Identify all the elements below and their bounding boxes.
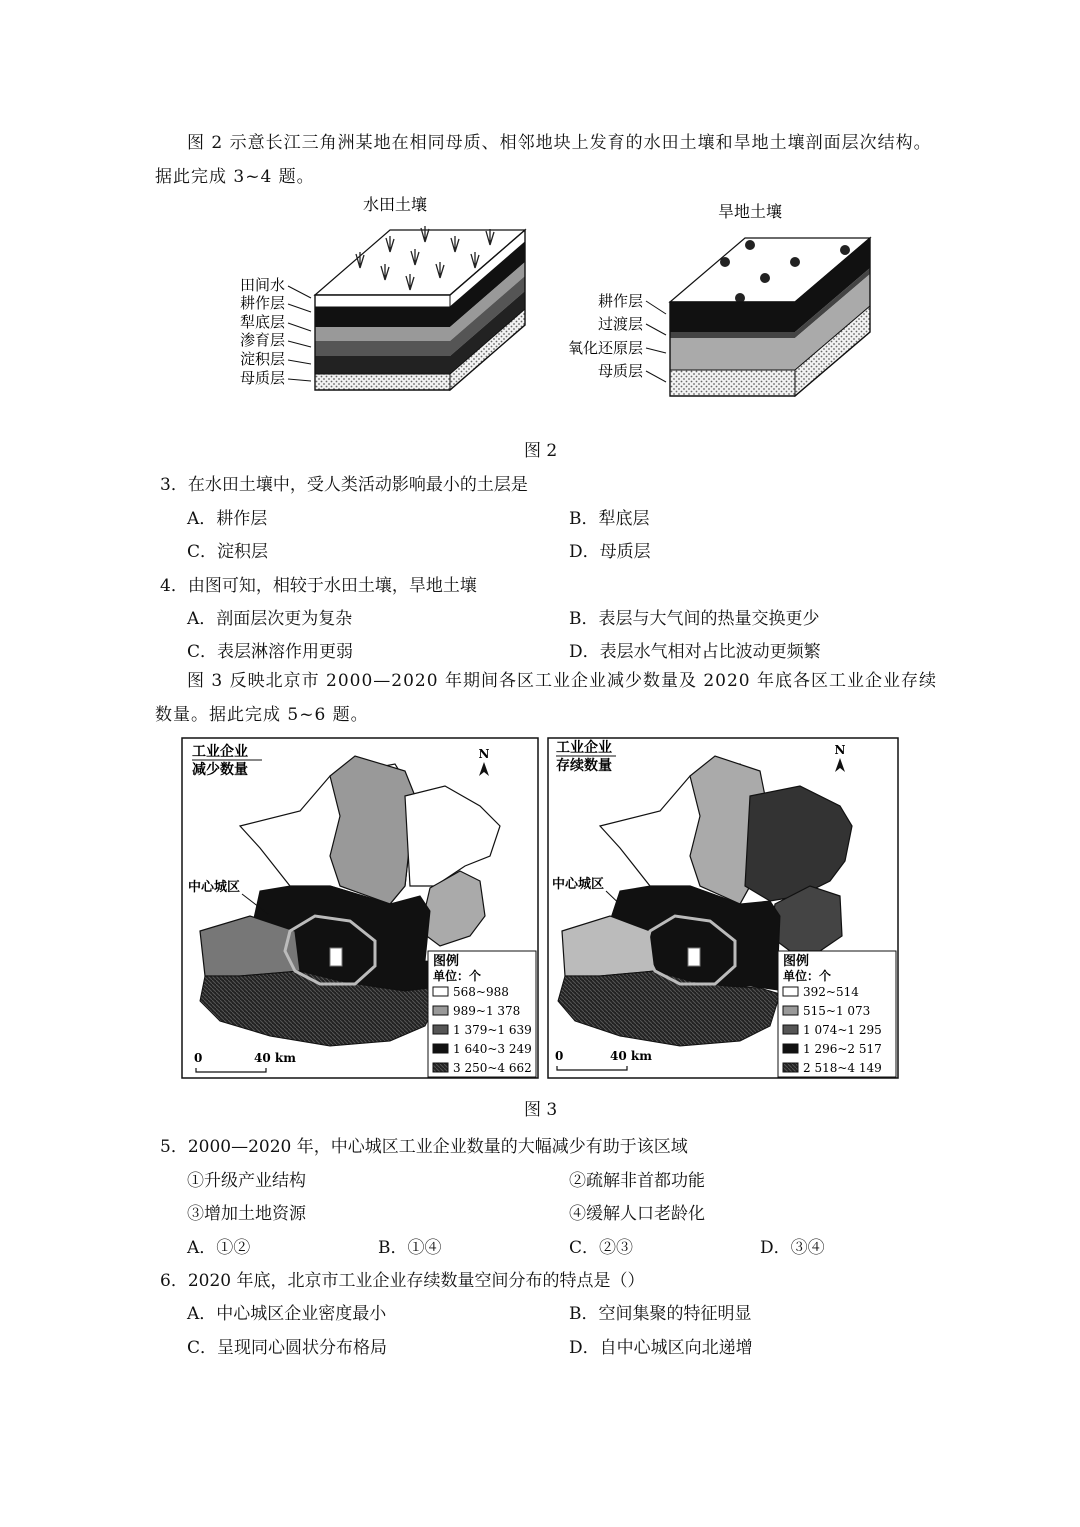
paddy-layer-percolation [315,341,450,356]
right-map-title-1: 工业企业 [556,740,612,756]
paddy-soil-title: 水田土壤 [362,195,428,214]
left-north-label: N [478,747,490,761]
label-dry-transition: 过渡层 [597,315,643,333]
q5-option-d[interactable]: D．③④ [760,1238,825,1258]
right-north-label: N [834,743,846,757]
right-legend-unit: 单位：个 [783,969,832,983]
right-map-title-2: 存续数量 [556,758,612,774]
right-legend-2: 515~1 073 [803,1004,871,1018]
dry-soil-title: 旱地土壤 [717,202,783,221]
label-paddy-plow-pan: 犁底层 [239,313,285,331]
left-legend-2: 989~1 378 [453,1004,521,1018]
figure-3-caption: 图 3 [524,1100,558,1120]
paddy-layer-tillage [315,307,450,327]
left-legend-unit: 单位：个 [433,969,482,983]
figure-2-caption: 图 2 [524,441,558,461]
q5-option-c[interactable]: C．②③ [569,1238,634,1258]
paddy-layer-water [315,295,450,307]
q6-option-d[interactable]: D．自中心城区向北递增 [569,1338,753,1358]
figure-2-soil-profiles [225,190,885,435]
map-left-industrial-decrease [182,738,538,1078]
right-legend-5: 2 518~4 149 [803,1061,882,1075]
paddy-label-arrows [288,286,311,381]
q5-stem: 5．2000—2020 年，中心城区工业企业数量的大幅减少有助于该区域 [160,1137,688,1157]
label-dry-parent: 母质层 [597,362,643,380]
label-paddy-tillage: 耕作层 [239,294,285,312]
q6-stem: 6．2020 年底，北京市工业企业存续数量空间分布的特点是（） [160,1271,645,1291]
label-dry-redox: 氧化还原层 [567,339,643,357]
q3-option-a[interactable]: A．耕作层 [187,509,268,529]
intro-paragraph-fig3: 图 3 反映北京市 2000—2020 年期间各区工业企业减少数量及 2020 年底各区工业企业存续数量。据此完成 5~6 题。 [155,671,938,725]
label-paddy-illuvial: 淀积层 [239,350,285,368]
left-district-yanqing [330,756,415,904]
figure-3-maps [180,736,902,1082]
right-legend-title: 图例 [783,954,810,969]
q4-option-b[interactable]: B．表层与大气间的热量交换更少 [569,609,820,629]
left-center-city-label: 中心城区 [188,880,241,895]
right-legend-1: 392~514 [803,985,859,999]
label-dry-tillage: 耕作层 [597,292,643,310]
paddy-layer-illuvial [315,356,450,374]
q5-option-a[interactable]: A．①② [187,1238,251,1258]
q3-option-d[interactable]: D．母质层 [569,542,651,562]
dry-layer-transition [670,332,795,338]
left-legend-1: 568~988 [453,985,509,999]
q5-statement-4: ④缓解人口老龄化 [569,1204,705,1224]
dry-label-arrows [646,301,666,382]
label-paddy-water: 田间水 [239,276,285,294]
q5-option-b[interactable]: B．①④ [378,1238,442,1258]
left-scale-zero: 0 [194,1051,203,1065]
q5-statement-2: ②疏解非首都功能 [569,1171,705,1191]
dry-layer-labels [568,292,643,380]
dry-layer-tillage [670,302,795,332]
left-legend-4: 1 640~3 249 [453,1042,532,1056]
right-center-city-label: 中心城区 [552,877,605,892]
right-legend-4: 1 296~2 517 [803,1042,882,1056]
q4-option-d[interactable]: D．表层水气相对占比波动更频繁 [569,642,821,662]
q4-option-c[interactable]: C．表层淋溶作用更弱 [187,642,354,662]
q6-option-c[interactable]: C．呈现同心圆状分布格局 [187,1338,388,1358]
q5-statement-3: ③增加土地资源 [187,1204,306,1224]
left-legend-5: 3 250~4 662 [453,1061,532,1075]
q3-stem: 3．在水田土壤中，受人类活动影响最小的土层是 [160,475,528,495]
q4-option-a[interactable]: A．剖面层次更为复杂 [187,609,353,629]
left-map-title-2: 减少数量 [192,762,248,778]
intro-paragraph-fig2: 图 2 示意长江三角洲某地在相同母质、相邻地块上发育的水田土壤和旱地土壤剖面层次结构。据此完成 3~4 题。 [155,133,932,187]
map-right-industrial-surviving [548,738,898,1078]
q5-statement-1: ①升级产业结构 [187,1171,306,1191]
q6-option-b[interactable]: B．空间集聚的特征明显 [569,1304,752,1324]
q3-option-b[interactable]: B．犁底层 [569,509,650,529]
paddy-layer-parent [315,374,450,390]
paddy-layer-plow-pan [315,327,450,341]
q4-stem: 4．由图可知，相较于水田土壤，旱地土壤 [160,576,477,596]
left-legend-title: 图例 [433,954,460,969]
label-paddy-parent: 母质层 [239,369,285,387]
dry-layer-parent [670,370,795,396]
label-paddy-percolation: 渗育层 [239,331,285,349]
right-legend-3: 1 074~1 295 [803,1023,882,1037]
left-legend-3: 1 379~1 639 [453,1023,532,1037]
right-scale-km: 40 km [610,1049,652,1063]
paddy-layer-labels [240,276,285,387]
left-scale-km: 40 km [254,1051,296,1065]
dry-layer-redox [670,338,795,370]
right-scale-zero: 0 [555,1049,564,1063]
q6-option-a[interactable]: A．中心城区企业密度最小 [187,1304,387,1324]
left-map-title-1: 工业企业 [192,744,248,760]
q3-option-c[interactable]: C．淀积层 [187,542,269,562]
